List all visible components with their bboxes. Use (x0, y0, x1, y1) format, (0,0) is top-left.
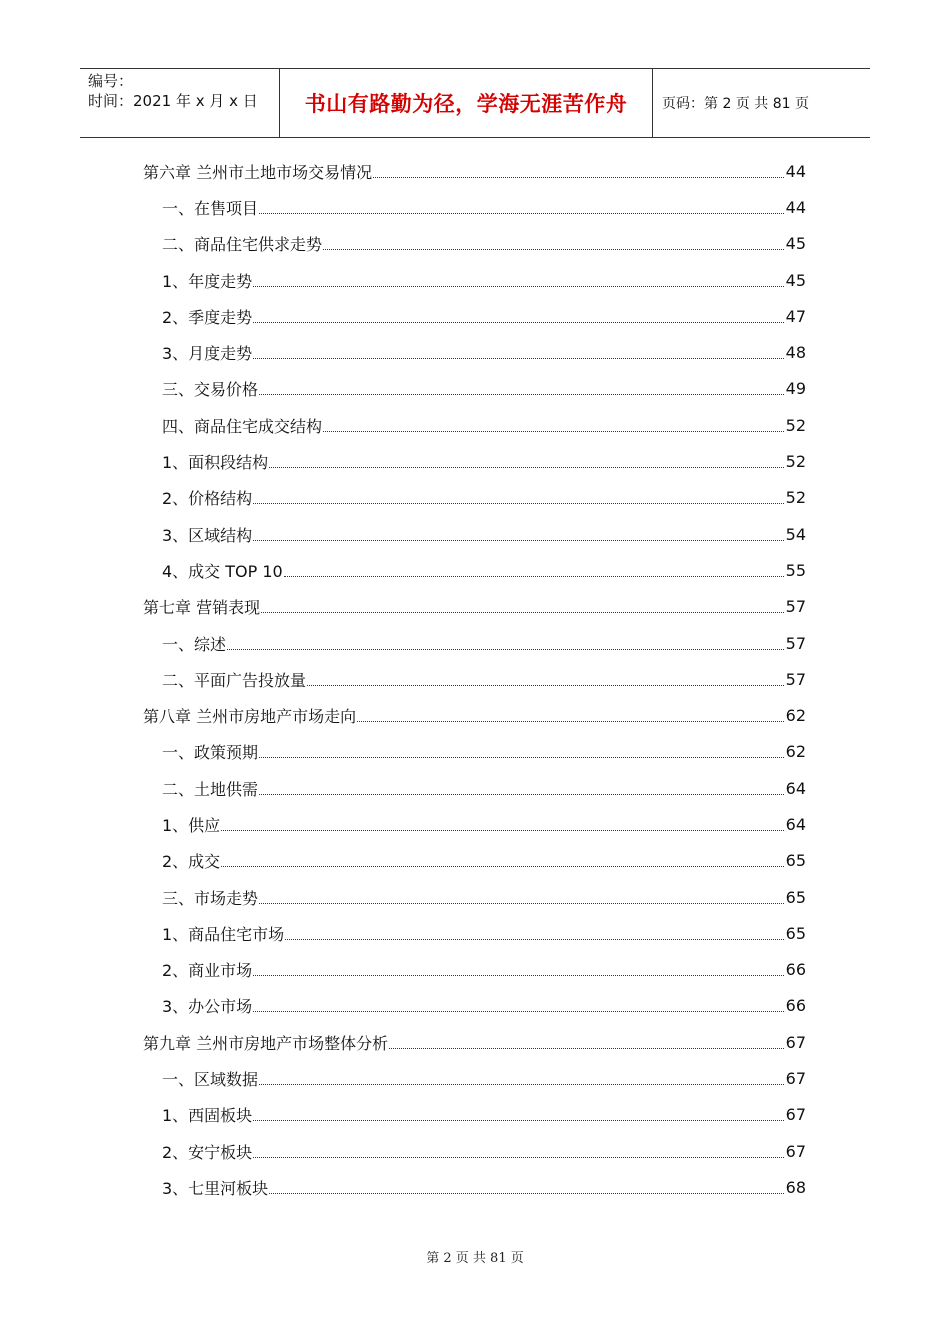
toc-leader-dots (259, 1084, 784, 1085)
toc-entry[interactable] (143, 1097, 806, 1133)
toc-leader-dots (284, 576, 784, 577)
toc-entry[interactable] (143, 480, 806, 516)
toc-entry[interactable] (143, 879, 806, 915)
toc-entry-page: 64 (785, 778, 806, 798)
toc-entry[interactable] (143, 988, 806, 1024)
toc-entry-title: 一、区域数据 (162, 1070, 259, 1090)
toc-entry-title: 一、综述 (162, 634, 227, 654)
toc-entry-page: 52 (785, 452, 806, 472)
toc-entry-page: 67 (785, 1069, 806, 1089)
toc-entry[interactable] (143, 298, 806, 334)
toc-entry-title: 1、西固板块 (162, 1106, 253, 1126)
toc-entry[interactable] (143, 915, 806, 951)
toc-entry-title: 二、平面广告投放量 (162, 670, 307, 690)
toc-entry-title: 第六章 兰州市土地市场交易情况 (143, 162, 373, 182)
toc-entry-page: 67 (785, 1032, 806, 1052)
toc-entry-page: 45 (785, 270, 806, 290)
toc-entry[interactable] (143, 1133, 806, 1169)
toc-entry[interactable] (143, 552, 806, 588)
toc-leader-dots (221, 830, 783, 831)
toc-entry[interactable] (143, 697, 806, 733)
toc-leader-dots (253, 503, 783, 504)
toc-entry[interactable] (143, 661, 806, 697)
page-header (80, 68, 870, 138)
toc-entry-title: 4、成交 TOP 10 (162, 561, 283, 581)
number-label: 编号： (88, 72, 134, 90)
toc-entry[interactable] (143, 1169, 806, 1205)
toc-entry[interactable] (143, 806, 806, 842)
toc-entry[interactable] (143, 770, 806, 806)
toc-entry-title: 1、年度走势 (162, 271, 253, 291)
toc-entry-page: 54 (785, 524, 806, 544)
toc-leader-dots (253, 975, 783, 976)
motto-text: 书山有路勤为径，学海无涯苦作舟 (304, 91, 628, 116)
toc-entry-title: 3、七里河板块 (162, 1178, 269, 1198)
toc-entry[interactable] (143, 1024, 806, 1060)
toc-entry-title: 1、供应 (162, 815, 221, 835)
toc-entry[interactable] (143, 516, 806, 552)
toc-leader-dots (259, 757, 784, 758)
toc-leader-dots (253, 358, 783, 359)
toc-leader-dots (253, 322, 783, 323)
toc-entry-page: 65 (785, 923, 806, 943)
toc-entry-title: 一、在售项目 (162, 198, 259, 218)
toc-entry-page: 67 (785, 1141, 806, 1161)
toc-entry-page: 66 (785, 996, 806, 1016)
toc-entry-title: 第八章 兰州市房地产市场走向 (143, 707, 357, 727)
toc-entry-page: 57 (785, 669, 806, 689)
toc-entry-page: 44 (785, 161, 806, 181)
toc-leader-dots (253, 286, 783, 287)
toc-entry-page: 62 (785, 706, 806, 726)
toc-entry-title: 3、月度走势 (162, 344, 253, 364)
toc-leader-dots (285, 939, 783, 940)
toc-entry-page: 49 (785, 379, 806, 399)
toc-leader-dots (253, 1157, 783, 1158)
toc-entry-title: 一、政策预期 (162, 743, 259, 763)
toc-entry[interactable] (143, 407, 806, 443)
toc-entry-title: 2、成交 (162, 852, 221, 872)
toc-entry-page: 48 (785, 343, 806, 363)
toc-leader-dots (307, 685, 784, 686)
toc-entry-page: 67 (785, 1105, 806, 1125)
toc-entry-title: 第九章 兰州市房地产市场整体分析 (143, 1033, 389, 1053)
toc-leader-dots (323, 431, 784, 432)
toc-entry-page: 68 (785, 1177, 806, 1197)
toc-leader-dots (269, 1193, 783, 1194)
toc-entry-page: 52 (785, 488, 806, 508)
toc-entry[interactable] (143, 443, 806, 479)
toc-entry-title: 2、商业市场 (162, 961, 253, 981)
toc-entry-page: 44 (785, 197, 806, 217)
toc-leader-dots (221, 866, 783, 867)
toc-leader-dots (253, 1120, 783, 1121)
toc-entry-title: 第七章 营销表现 (143, 598, 261, 618)
toc-leader-dots (259, 903, 784, 904)
toc-entry-title: 二、商品住宅供求走势 (162, 235, 323, 255)
toc-leader-dots (253, 540, 783, 541)
toc-leader-dots (357, 721, 784, 722)
toc-entry-page: 47 (785, 306, 806, 326)
toc-leader-dots (227, 649, 784, 650)
date-line: 时间：2021 年 x 月 x 日 (88, 92, 258, 110)
toc-entry[interactable] (143, 952, 806, 988)
toc-entry-title: 二、土地供需 (162, 779, 259, 799)
toc-entry-title: 3、办公市场 (162, 997, 253, 1017)
toc-entry-title: 2、季度走势 (162, 307, 253, 327)
toc-leader-dots (323, 249, 784, 250)
toc-entry-title: 1、商品住宅市场 (162, 924, 285, 944)
toc-entry[interactable] (143, 262, 806, 298)
toc-leader-dots (259, 213, 784, 214)
toc-entry-page: 65 (785, 887, 806, 907)
toc-entry[interactable] (143, 226, 806, 262)
header-page-cell (652, 69, 870, 137)
toc-entry-title: 三、交易价格 (162, 380, 259, 400)
toc-entry[interactable] (143, 334, 806, 370)
toc-entry[interactable] (143, 189, 806, 225)
header-left-cell (80, 69, 280, 137)
toc-entry-page: 65 (785, 851, 806, 871)
toc-entry[interactable] (143, 625, 806, 661)
toc-entry-page: 62 (785, 742, 806, 762)
toc-entry-page: 66 (785, 960, 806, 980)
header-page-info: 页码：第 2 页 共 81 页 (662, 96, 809, 112)
toc-leader-dots (253, 1011, 783, 1012)
toc-entry-title: 2、安宁板块 (162, 1142, 253, 1162)
toc-entry-page: 57 (785, 597, 806, 617)
toc-entry-page: 55 (785, 560, 806, 580)
toc-leader-dots (261, 612, 784, 613)
toc-entry-page: 45 (785, 234, 806, 254)
toc-entry-title: 三、市场走势 (162, 888, 259, 908)
page-footer (0, 1247, 950, 1266)
toc-entry[interactable] (143, 734, 806, 770)
toc-entry-page: 57 (785, 633, 806, 653)
table-of-contents (143, 153, 806, 1206)
toc-leader-dots (259, 794, 784, 795)
toc-entry[interactable] (143, 153, 806, 189)
toc-entry[interactable] (143, 589, 806, 625)
toc-leader-dots (373, 177, 784, 178)
toc-leader-dots (259, 394, 784, 395)
toc-entry-page: 52 (785, 415, 806, 435)
toc-leader-dots (389, 1048, 784, 1049)
toc-entry[interactable] (143, 843, 806, 879)
toc-entry-title: 四、商品住宅成交结构 (162, 416, 323, 436)
toc-entry-page: 64 (785, 814, 806, 834)
toc-leader-dots (269, 467, 783, 468)
footer-page-number: 第 2 页 共 81 页 (426, 1251, 524, 1266)
toc-entry[interactable] (143, 1060, 806, 1096)
toc-entry-title: 2、价格结构 (162, 489, 253, 509)
header-motto-cell (280, 69, 653, 137)
toc-entry[interactable] (143, 371, 806, 407)
toc-entry-title: 1、面积段结构 (162, 453, 269, 473)
toc-entry-title: 3、区域结构 (162, 525, 253, 545)
